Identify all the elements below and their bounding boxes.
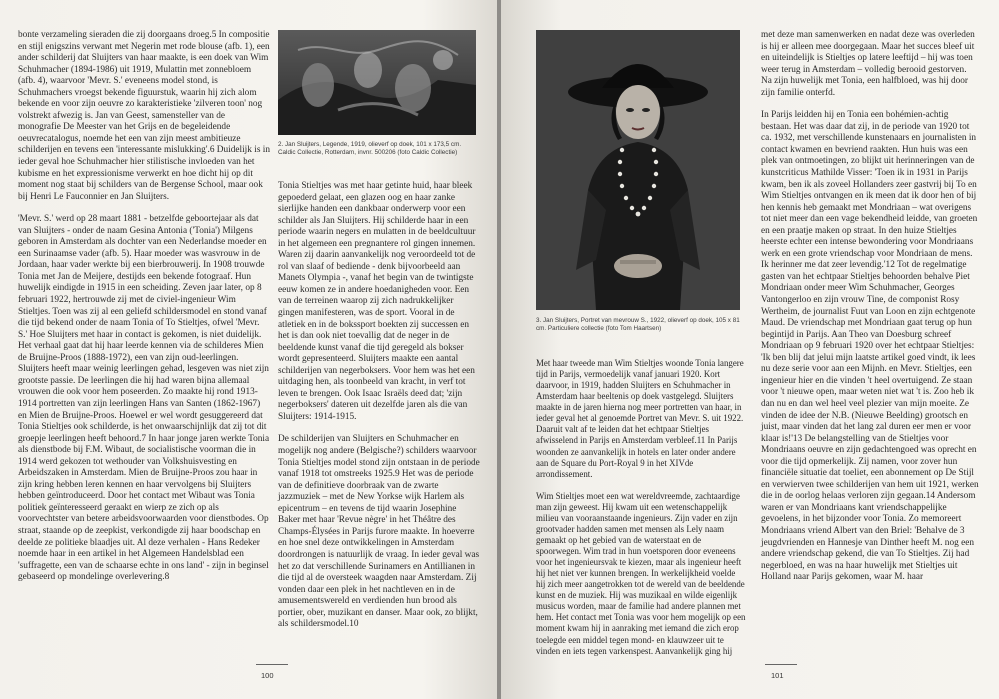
painting-legende-image	[278, 30, 476, 135]
left-page-column-1	[18, 30, 270, 584]
left-page-column-2	[278, 181, 480, 631]
figure-caption-2: 2. Jan Sluijters, Legende, 1919, olieverf op doek, 101 x 173,5 cm. Caldic Collectie, Rotterdam, invnr. 500206 (foto Caldic Collectie)	[278, 141, 462, 157]
paragraph: In Parijs leidden hij en Tonia een bohémien-achtig bestaan. Het was daar dat zij, in de periode van 1920 tot ca. 1932, met verschillende kunstenaars en journalisten in contact kwamen en bevriend raakten. Hun huis was een plek van ontmoetingen, zo blijkt uit herinneringen van de kunstcriticus Mathilde Visser: 'Toen ik in 1931 in Parijs kwam, ben ik als zoveel Hollanders zeer gastvrij bij To en Wim Stieltjes ontvangen en ik meen dat ik door hen of bij hen kennis heb gemaakt met Mondriaan – wat overigens tot niet meer dan een vage bekendheid leidde, van groeten en een praatje maken op straat. In den huize Stieltjes heerste echter een intense bewondering voor Mondriaans werk en een grote vriendschap voor Mondriaan de mens. Ik herinner me dat zeer levendig.'12 Tot de regelmatige gasten van het echtpaar Stieltjes behoorden behalve Piet Mondriaan onder meer Wim Schuhmacher, Georges Vantongerloo en zijn vrouw Tine, de componist Rosy Wertheim, de journalist Fuut van Loon en zijn echtgenote Maud. De vriendschap met Mondriaan gaat terug op hun begintijd in Parijs. Aan Theo van Doesburg schreef Mondriaan op 9 februari 1920 over het echtpaar Stieltjes: 'Ik ben blij dat jelui mijn laatste artikel goed vindt, ik lees nu deze serie voor aan een Mijnh. en Mevr. Stieltjes, een ingenieur hier en die vinden 't heel overtuigend. Ze staan voor 't nieuwe open, maar weten niet wat 't is. Zoo heb ik dan nu en dan wel heel veel plezier van mijn moeite. Ze vinden de idee der N.B. (Nieuwe Beelding) grootsch en juist, maar vinden dat het lang zal duren eer men er voor klaar is!'13 De belangstelling van de Stieltjes voor Mondriaans oeuvre en zijn gedachtengoed was oprecht en voor die tijd opmerkelijk. Zij namen, voor zover hun financiële situatie dat toeliet, een abonnement op De Stijl en verwierven twee schilderijen van hem uit 1921, werken die in de oorlog helaas verloren zijn gegaan.14 Andersom waren er van Mondriaans kant vriendschappelijke gevoelens, in het bijzonder voor Tonia. Zo memoreert Mondriaans vriend Albert van den Briel: 'Behalve de 3 jeugdvrienden en Hannesje van Dinther heeft M. nog een andere vriendschap gekend, die van To Stieltjes. Zij had negerbloed, en was na haar huwelijk met Stieltjes uit Holland naar Parijs gekomen, waar M. haar	[761, 110, 979, 583]
paragraph: 'Mevr. S.' werd op 28 maart 1881 - betzelfde geboortejaar als dat van Sluijters - onder de naam Gesina Antonia ('Tonia') Milgens geboren in Amsterdam als dochter van een Nederlandse moeder en een Surinaamse vader (afb. 5). Haar moeder was wasvrouw in de Jordaan, haar vader werkte bij een bierbrouwerij. In 1908 trouwde Tonia met Jan de Meijere, destijds een bekende fotograaf. Hun huwelijk eindigde in 1915 in een scheiding. Zeven jaar later, op 8 februari 1922, hertrouwde zij met de civiel-ingenieur Wim Stieltjes. Toen was zij al een geliefd schildersmodel en stond vanaf die tijd bekend onder de naam Tonia of To Stieltjes, ofwel 'Mevr. S.' Hoe Sluijters met haar in contact is gekomen, is niet duidelijk. Het verhaal gaat dat hij haar leerde kennen via de schilderes Mien de Bruijne-Proos (1888-1972), een van zijn oud-leerlingen. Sluijters heeft maar weinig leerlingen gehad, lesgeven was niet zijn grootste passie. De leerlingen die hij had waren bijna allemaal vrouwen die ook voor hem poseerden. Zo maakte hij rond 1913-1914 portretten van zijn leerlingen Hans van Santen (1862-1967) en Mien de Bruijne-Proos. Hoewel er wel wordt gesuggereerd dat Tonia Stieltjes ook schilderde, is het onwaarschijnlijk dat zij tot dit groepje leerlingen heeft behoord.7 In haar jonge jaren werkte Tonia als dienstbode bij F.M. Wibaut, de socialistische voorman die in 1914 werd gekozen tot wethouder van Volkshuisvesting en Arbeidszaken in Amsterdam. Mien de Bruijne-Proos zou haar in zijn kring hebben leren kennen en haar vervolgens bij Sluijters hebben geïntroduceerd. Door het contact met Wibaut was Tonia politiek geïnteresseerd geraakt en wierp ze zich op als voorvechtster van betere arbeidsvoorwaarden voor dienstbodes. Op straat, staande op de zeepkist, verkondigde zij haar boodschap en deelde ze politieke blaadjes uit. Al deze verhalen - Hans Redeker noemde haar in een artikel in het Algemeen Handelsblad een 'suffragette, een van de schaarse echte in ons land' - zijn in beginsel gebaseerd op mondelinge overlevering.8	[18, 214, 270, 583]
painting-illustration	[278, 30, 476, 135]
portrait-mevrouw-s-image	[536, 30, 740, 310]
page-number-rule	[256, 664, 288, 665]
page-number-rule	[765, 664, 797, 665]
paragraph: De schilderijen van Sluijters en Schuhmacher en mogelijk nog andere (Belgische?) schilders waarvoor Tonia Stieltjes model stond zijn ontstaan in de periode vanaf 1918 tot omstreeks 1925.9 Het was de periode van de definitieve doorbraak van de zwarte jazzmuziek – met de New Yorkse wijk Harlem als epicentrum – en tevens de tijd waarin Josephine Baker met haar 'Revue nègre' in het Théâtre des Champs-Élysées in Parijs furore maakte. In hoeverre en hoe snel deze ontwikkelingen in Amsterdam doordrongen is natuurlijk de vraag. In ieder geval was het zo dat verschillende Surinamers en Antillianen in die tijd al de oversteek waagden naar Amsterdam. Zij vonden daar een plek in het nachtleven en in de amusementswereld en verdienden hun brood als portier, ober, muzikant en danser. Maar ook, zo blijkt, als schildersmodel.10	[278, 434, 480, 630]
paragraph: Met haar tweede man Wim Stieltjes woonde Tonia langere tijd in Parijs, vermoedelijk vanaf januari 1920. Kort daarvoor, in 1919, hadden Sluijters en Schuhmacher in Amsterdam haar beeltenis op doek vastgelegd. Sluijters maakte in de jaren hierna nog meer portretten van haar, in ieder geval het al genoemde Portret van Mevr. S. uit 1922. Daaruit valt af te leiden dat het echtpaar Stieltjes afwisselend in Parijs en Amsterdam verbleef.11 In Parijs woonden ze aanvankelijk in hotels en later onder andere aan de Square du Port-Royal 9 in het XIVde arrondissement.	[536, 358, 744, 479]
portrait-illustration	[536, 30, 740, 310]
right-page	[501, 0, 999, 699]
paragraph: met deze man samenwerken en nadat deze was overleden is hij er alleen mee doorgegaan. Maar het succes bleef uit en uiteindelijk is Stieltjes op latere leeftijd – hij was toen weer terug in Amsterdam – volledig berooid gestorven. Na zijn huwelijk met Tonia, een halfbloed, was hij door zijn familie onterfd.	[761, 30, 975, 98]
paragraph: Tonia Stieltjes was met haar getinte huid, haar bleek gepoederd gelaat, een glazen oog en haar zanke sierlijke handen een dankbaar onderwerp voor een schilder als Jan Sluijters. Hij schilderde haar in een periode waarin negers en mulatten in de beeldcultuur in het algemeen een pregnantere rol gingen innemen. Waren zij daarin aanvankelijk nog veroordeeld tot de rol van slaaf of bediende - denk bijvoorbeeld aan Manets Olympia -, vanaf het begin van de twintigste eeuw komen ze in andere hoedanigheden voor. Een van de terreinen waarop zij zich nadrukkelijker gingen manifesteren, was de sport. Vooral in de atletiek en in de bokssport boekten zij successen en het is dan ook niet toevallig dat de neger in de beeldende kunst vanaf die tijd geregeld als bokser wordt gepresenteerd. Sluijters maakte een aantal schilderijen van negerboksers. Voor hem was het een uitdaging hen, als toonbeeld van kracht, in verf tot leven te brengen. Ook Isaac Israëls deed dat; 'zijn negerboksers' dateren uit dezelfde jaren als die van Sluijters: 1914-1915.	[278, 181, 476, 422]
page-number-left: 100	[261, 671, 274, 680]
figure-caption-3: 3. Jan Sluijters, Portret van mevrouw S., 1922, olieverf op doek, 105 x 81 cm. Particuliere collectie (foto Tom Haartsen)	[536, 317, 740, 333]
left-page	[0, 0, 497, 699]
right-page-column-2	[761, 30, 979, 584]
page-number-right: 101	[771, 671, 784, 680]
paragraph: Wim Stieltjes moet een wat wereldvreemde, zachtaardige man zijn geweest. Hij kwam uit een wetenschappelijk milieu van vooraanstaande ingenieurs. Zijn vader en zijn grootvader hadden samen met mensen als Lely naam gemaakt op het gebied van de waterstaat en de spoorwegen. Wim trad in hun voetsporen door eveneens voor het ingenieursvak te kiezen, maar als ingenieur heeft hij het niet ver kunnen brengen. In werkelijkheid voelde hij zich meer aangetrokken tot de wereld van de beeldende kunst en de muziek. Hij was muzikaal en wilde eigenlijk musicus worden, maar de familie had andere plannen met hem. Het contact met Tonia was voor hem mogelijk op een moment kwam hij in aanraking met iemand die zich erop toelegde een middel tegen mond- en klauwzeer uit te vinden en iets tegen varkenspest. Aanvankelijk ging hij	[536, 490, 746, 656]
right-page-column-1	[536, 358, 746, 657]
paragraph: bonte verzameling sieraden die zij doorgaans droeg.5 In compositie en stijl enigszins verwant met Negerin met rode blouse (afb. 1), een ander schilderij dat Sluijters van haar maakte, is een doek van Wim Schuhmacher (1894-1986) uit 1919, Mulattin met zonnebloem (afb. 4), waarvoor 'Mevr. S.' eveneens model stond, is Schuhmachers vroegst bekende figuurstuk, waarin hij zich alom bekende en voor zijn oeuvre zo karakteristieke 'zilveren toon' nog volstrekt afwezig is. Jan van Geest, samensteller van de monografie De Meester van het Grijs en de begeleidende oeuvrecatalogus, noemde het een van zijn meest ambitieuze schilderijen en tevens een 'interessante mislukking'.6 Duidelijk is in ieder geval hoe Schuhmacher hier stilistische invloeden van het kubisme en het expressionisme verwerkt en hoe dicht hij op dit moment nog staat bij schilders van de Bergense School, maar ook bij Henri Le Fauconnier en Jan Sluijters.	[18, 30, 270, 202]
